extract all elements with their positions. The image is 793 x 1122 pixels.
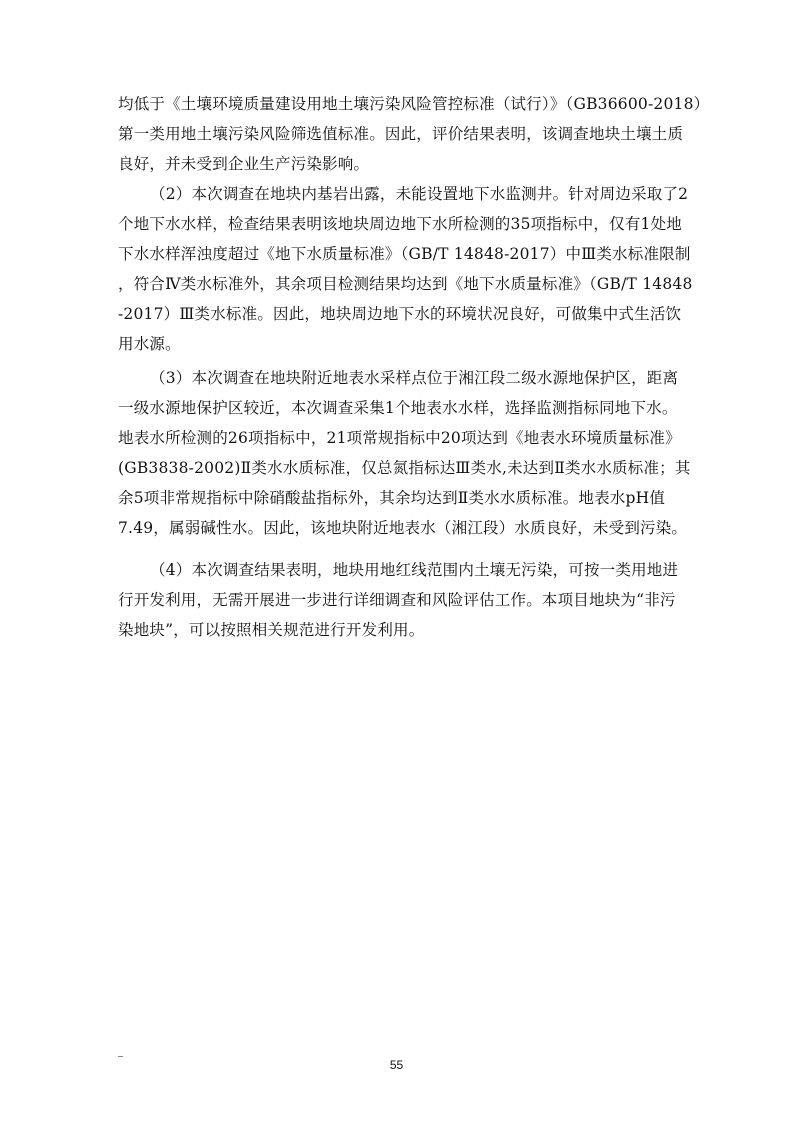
text-line: 行开发利用，无需开展进一步进行详细调查和风险评估工作。本项目地块为“非污 [118,591,676,609]
text-line: (GB3838-2002)Ⅱ类水水质标准，仅总氮指标达Ⅲ类水,未达到Ⅱ类水水质标准；其 [118,459,691,477]
text-line: 染地块”，可以按照相关规范进行开发利用。 [118,621,425,639]
text-line: 良好，并未受到企业生产污染影响。 [118,155,370,173]
text-line: （4）本次调查结果表明，地块用地红线范围内土壤无污染，可按一类用地进 [150,561,679,579]
text-line: 第一类用地土壤污染风险筛选值标准。因此，评价结果表明，该调查地块土壤土质 [118,125,684,143]
text-line: （3）本次调查在地块附近地表水采样点位于湘江段二级水源地保护区，距离 [150,369,679,387]
text-line: 个地下水水样，检查结果表明该地块周边地下水所检测的35项指标中，仅有1处地 [118,215,682,233]
page-number: 55 [389,1058,404,1072]
footer-mark [118,1056,123,1057]
text-line: 一级水源地保护区较近，本次调查采集1个地表水水样，选择监测指标同地下水。 [118,399,678,417]
text-line: 用水源。 [118,335,181,353]
text-line: 余5项非常规指标中除硝酸盐指标外，其余均达到Ⅱ类水水质标准。地表水pH值 [118,489,666,507]
text-line: 下水水样浑浊度超过《地下水质量标准》（GB/T 14848-2017）中Ⅲ类水标准限制 [118,245,691,263]
text-line: 7.49，属弱碱性水。因此，该地块附近地表水（湘江段）水质良好，未受到污染。 [118,519,688,537]
text-line: 地表水所检测的26项指标中，21项常规指标中20项达到《地表水环境质量标准》 [118,429,681,447]
text-line: ，符合Ⅳ类水标准外，其余项目检测结果均达到《地下水质量标准》（GB/T 14848 [118,275,693,293]
text-line: 均低于《土壤环境质量建设用地土壤污染风险管控标准（试行）》（GB36600-2018） [118,95,710,113]
text-line: （2）本次调查在地块内基岩出露，未能设置地下水监测井。针对周边采取了2 [150,185,689,203]
text-line: -2017）Ⅲ类水标准。因此，地块周边地下水的环境状况良好，可做集中式生活饮 [118,305,682,323]
